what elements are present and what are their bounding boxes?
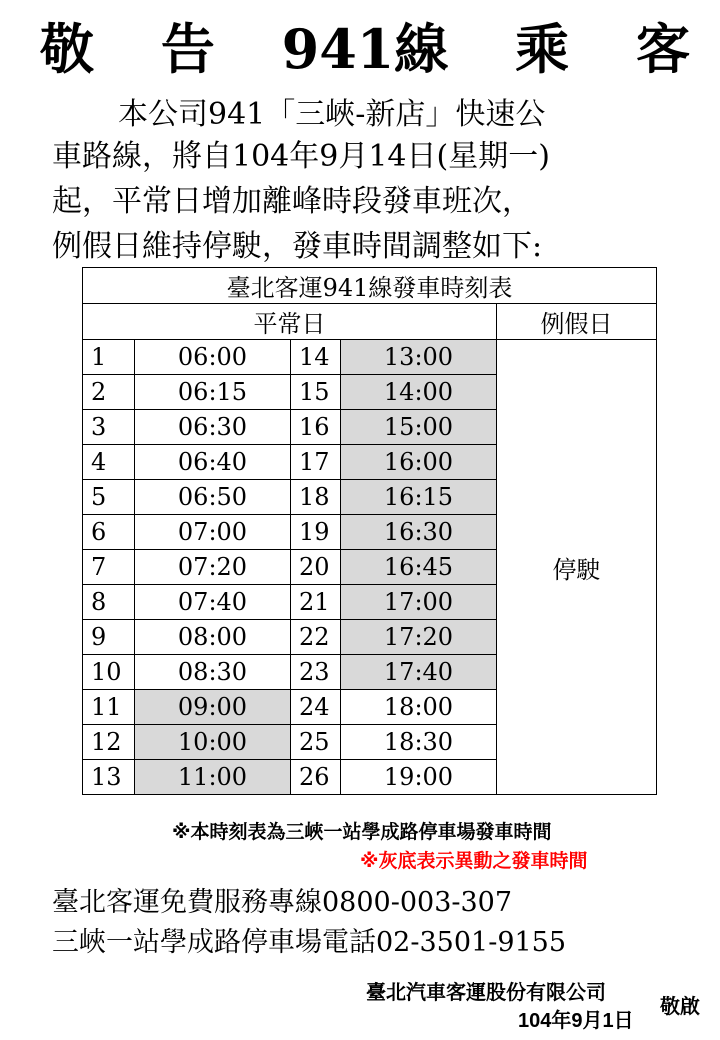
departure-note: ※本時刻表為三峽一站學成路停車場發車時間 [172, 822, 552, 843]
departure-time: 17:00 [341, 585, 497, 620]
weekday-header: 平常日 [83, 304, 497, 340]
trip-number: 3 [83, 410, 135, 445]
departure-time: 14:00 [341, 375, 497, 410]
trip-number: 25 [291, 725, 341, 760]
trip-number: 19 [291, 515, 341, 550]
departure-time: 17:20 [341, 620, 497, 655]
table-row [83, 340, 657, 375]
trip-number: 12 [83, 725, 135, 760]
trip-number: 6 [83, 515, 135, 550]
trip-number: 17 [291, 445, 341, 480]
departure-time: 18:00 [341, 690, 497, 725]
holiday-status: 停駛 [497, 340, 657, 795]
announcement-line-3: 起，平常日增加離峰時段發車班次， [52, 184, 532, 219]
hotline-text: 臺北客運免費服務專線0800-003-307 [52, 887, 513, 918]
title-route: 941線 [281, 16, 449, 81]
trip-number: 14 [291, 340, 341, 375]
notice-date: 104年9月1日 [518, 1010, 634, 1032]
trip-number: 26 [291, 760, 341, 795]
highlight-note: ※灰底表示異動之發車時間 [360, 851, 588, 872]
trip-number: 10 [83, 655, 135, 690]
departure-time: 08:30 [135, 655, 291, 690]
trip-number: 2 [83, 375, 135, 410]
station-phone-text: 三峽一站學成路停車場電話02-3501-9155 [52, 927, 567, 958]
notice-title [40, 10, 690, 80]
departure-time: 16:15 [341, 480, 497, 515]
departure-time: 18:30 [341, 725, 497, 760]
announcement-line-4: 例假日維持停駛，發車時間調整如下: [52, 229, 543, 264]
trip-number: 8 [83, 585, 135, 620]
departure-time: 06:15 [135, 375, 291, 410]
title-char-2: 告 [160, 16, 215, 81]
company-name: 臺北汽車客運股份有限公司 [366, 982, 606, 1004]
trip-number: 16 [291, 410, 341, 445]
trip-number: 15 [291, 375, 341, 410]
departure-time: 06:50 [135, 480, 291, 515]
trip-number: 22 [291, 620, 341, 655]
closing-word: 敬啟 [660, 996, 700, 1018]
departure-time: 16:00 [341, 445, 497, 480]
trip-number: 7 [83, 550, 135, 585]
title-char-3: 乘 [515, 16, 570, 81]
departure-time: 09:00 [135, 690, 291, 725]
departure-time: 06:00 [135, 340, 291, 375]
trip-number: 13 [83, 760, 135, 795]
departure-time: 07:00 [135, 515, 291, 550]
trip-number: 4 [83, 445, 135, 480]
announcement-line-2: 車路線，將自104年9月14日(星期一) [52, 139, 550, 174]
title-char-1: 敬 [40, 16, 94, 81]
departure-time: 17:40 [341, 655, 497, 690]
departure-time: 19:00 [341, 760, 497, 795]
title-char-4: 客 [635, 16, 690, 81]
trip-number: 1 [83, 340, 135, 375]
departure-time: 07:20 [135, 550, 291, 585]
schedule-table [82, 267, 657, 795]
trip-number: 24 [291, 690, 341, 725]
trip-number: 21 [291, 585, 341, 620]
trip-number: 20 [291, 550, 341, 585]
departure-time: 08:00 [135, 620, 291, 655]
departure-time: 11:00 [135, 760, 291, 795]
trip-number: 9 [83, 620, 135, 655]
departure-time: 16:45 [341, 550, 497, 585]
table-caption: 臺北客運941線發車時刻表 [83, 268, 657, 304]
departure-time: 06:40 [135, 445, 291, 480]
trip-number: 5 [83, 480, 135, 515]
trip-number: 18 [291, 480, 341, 515]
departure-time: 13:00 [341, 340, 497, 375]
holiday-header: 例假日 [497, 304, 657, 340]
departure-time: 06:30 [135, 410, 291, 445]
departure-time: 07:40 [135, 585, 291, 620]
departure-time: 15:00 [341, 410, 497, 445]
departure-time: 16:30 [341, 515, 497, 550]
departure-time: 10:00 [135, 725, 291, 760]
trip-number: 11 [83, 690, 135, 725]
trip-number: 23 [291, 655, 341, 690]
announcement-line-1: 本公司941「三峽-新店」快速公 [118, 97, 546, 132]
